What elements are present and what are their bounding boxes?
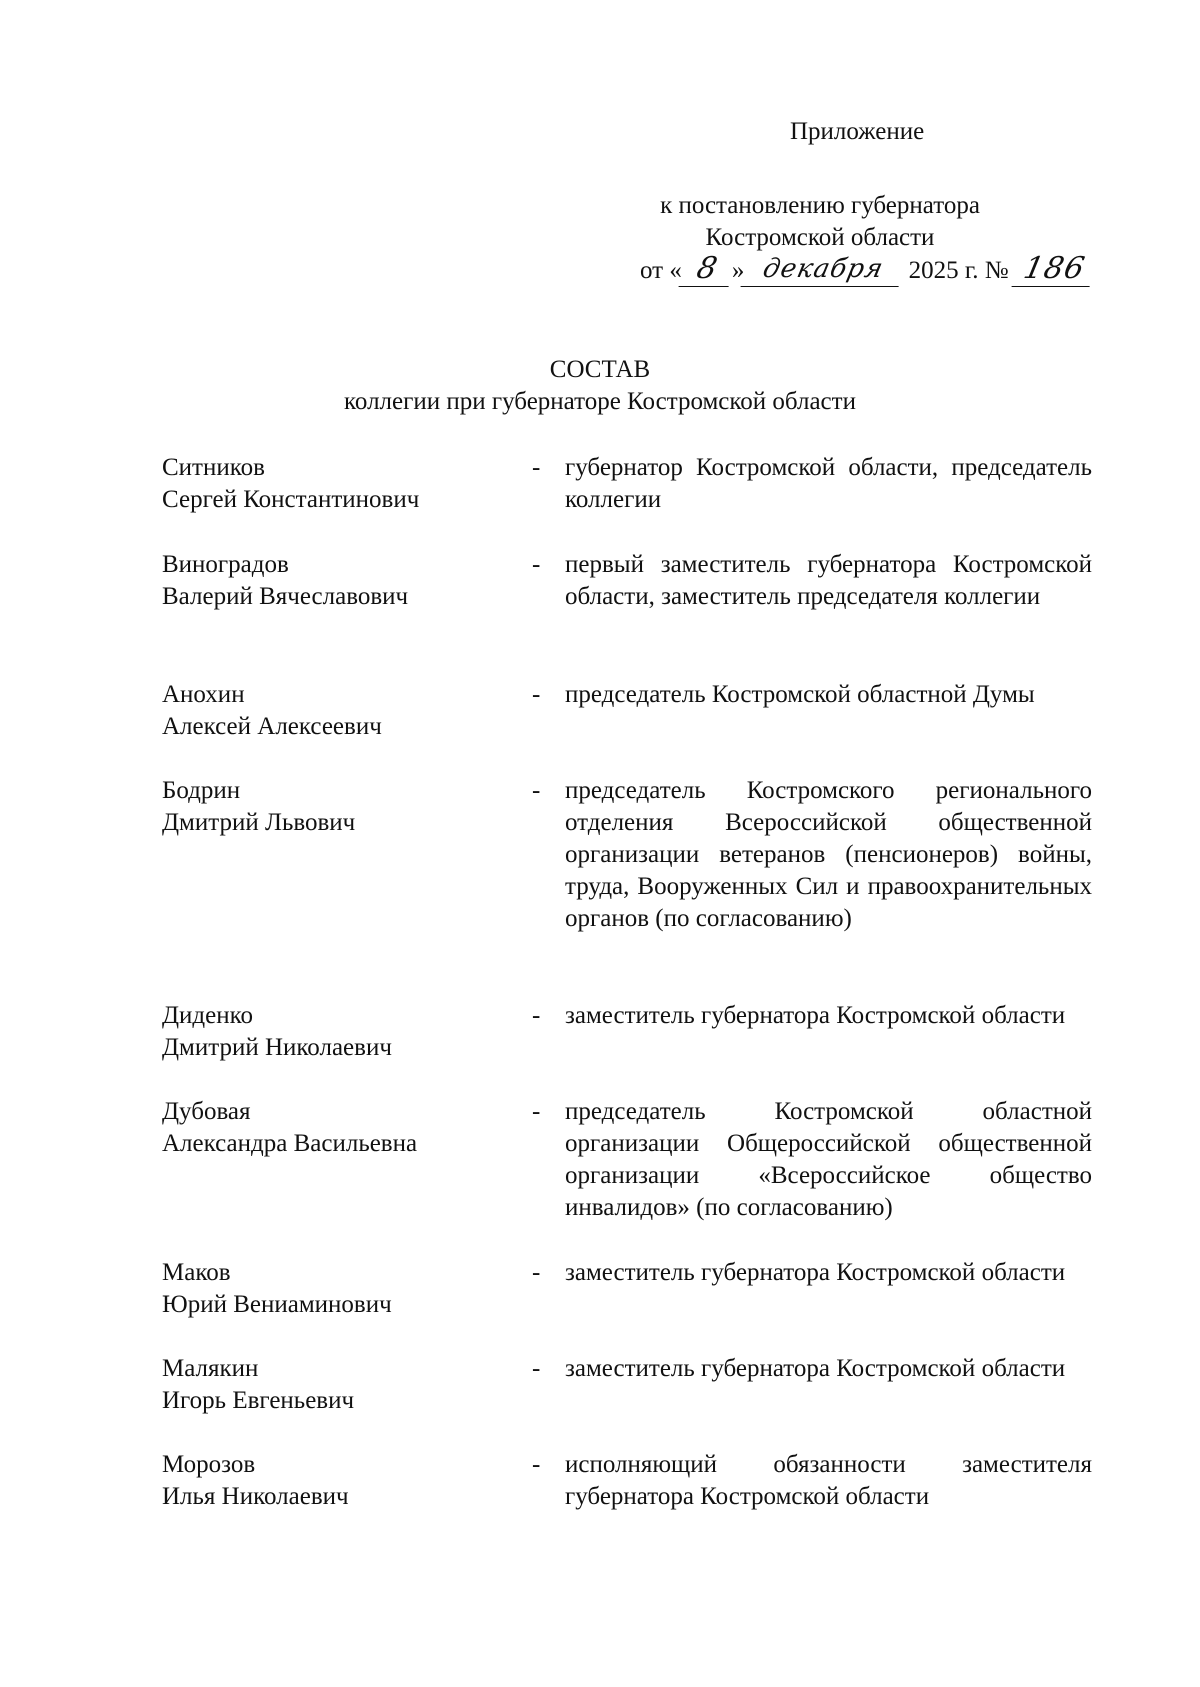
member-given-name: Александра Васильевна [162,1130,418,1157]
decree-line-2: Костромской области [705,224,935,251]
handwritten-decree-number: 186 [1011,254,1096,287]
title-main: СОСТАВ [549,356,651,383]
member-surname: Анохин [162,681,245,708]
member-name [162,1257,522,1321]
handwritten-day: 8 [678,254,735,287]
handwritten-month: декабря [741,254,906,287]
date-quote-close: » [731,257,745,284]
member-surname: Диденко [162,1002,254,1029]
member-surname: Ситников [162,454,265,481]
member-name [162,1353,522,1417]
member-dash: - [532,1098,541,1125]
member-given-name: Алексей Алексеевич [162,713,382,740]
member-name [162,775,522,839]
member-dash: - [532,454,541,481]
member-surname: Морозов [162,1451,256,1478]
member-role: заместитель губернатора Костромской области [565,1259,1066,1286]
member-name [162,452,522,516]
member-name [162,1449,522,1513]
member-surname: Малякин [162,1355,259,1382]
member-role: председатель Костромской областной Думы [565,681,1035,708]
member-role: заместитель губернатора Костромской области [565,1002,1066,1029]
member-given-name: Илья Николаевич [162,1483,349,1510]
member-name [162,1000,522,1064]
decree-line-1: к постановлению губернатора [660,192,980,219]
appendix-label: Приложение [790,118,925,145]
member-name [162,679,522,743]
decree-reference [560,190,1080,254]
member-given-name: Сергей Константинович [162,486,420,513]
decree-date-line [640,251,1093,290]
member-given-name: Дмитрий Львович [162,809,356,836]
member-surname: Дубовая [162,1098,251,1125]
member-role: председатель Костромской областной организации Общероссийской общественной организации «Всероссийское общество инвалидов» (по согласованию) [565,1098,1092,1221]
member-surname: Бодрин [162,777,241,804]
member-surname: Маков [162,1259,231,1286]
title-subtitle: коллегии при губернаторе Костромской области [344,388,856,415]
document-title [0,354,1200,418]
member-given-name: Юрий Вениаминович [162,1291,392,1318]
member-dash: - [532,1259,541,1286]
member-dash: - [532,1355,541,1382]
member-role: исполняющий обязанности заместителя губернатора Костромской области [565,1451,1092,1510]
member-role: первый заместитель губернатора Костромской области, заместитель председателя коллегии [565,551,1092,610]
member-dash: - [532,1002,541,1029]
date-year: 2025 г. № [908,257,1009,284]
member-given-name: Дмитрий Николаевич [162,1034,392,1061]
member-given-name: Игорь Евгеньевич [162,1387,355,1414]
member-dash: - [532,681,541,708]
member-surname: Виноградов [162,551,289,578]
member-name [162,1096,522,1160]
member-role: заместитель губернатора Костромской области [565,1355,1066,1382]
member-dash: - [532,1451,541,1478]
date-prefix: от « [640,257,682,284]
member-given-name: Валерий Вячеславович [162,583,409,610]
member-dash: - [532,777,541,804]
member-dash: - [532,551,541,578]
member-role: губернатор Костромской области, председатель коллегии [565,454,1092,513]
member-name [162,549,522,613]
member-role: председатель Костромского регионального отделения Всероссийской общественной организации ветеранов (пенсионеров) войны, труда, Вооруженных Сил и правоохранительных органов (по согласованию) [565,777,1092,932]
